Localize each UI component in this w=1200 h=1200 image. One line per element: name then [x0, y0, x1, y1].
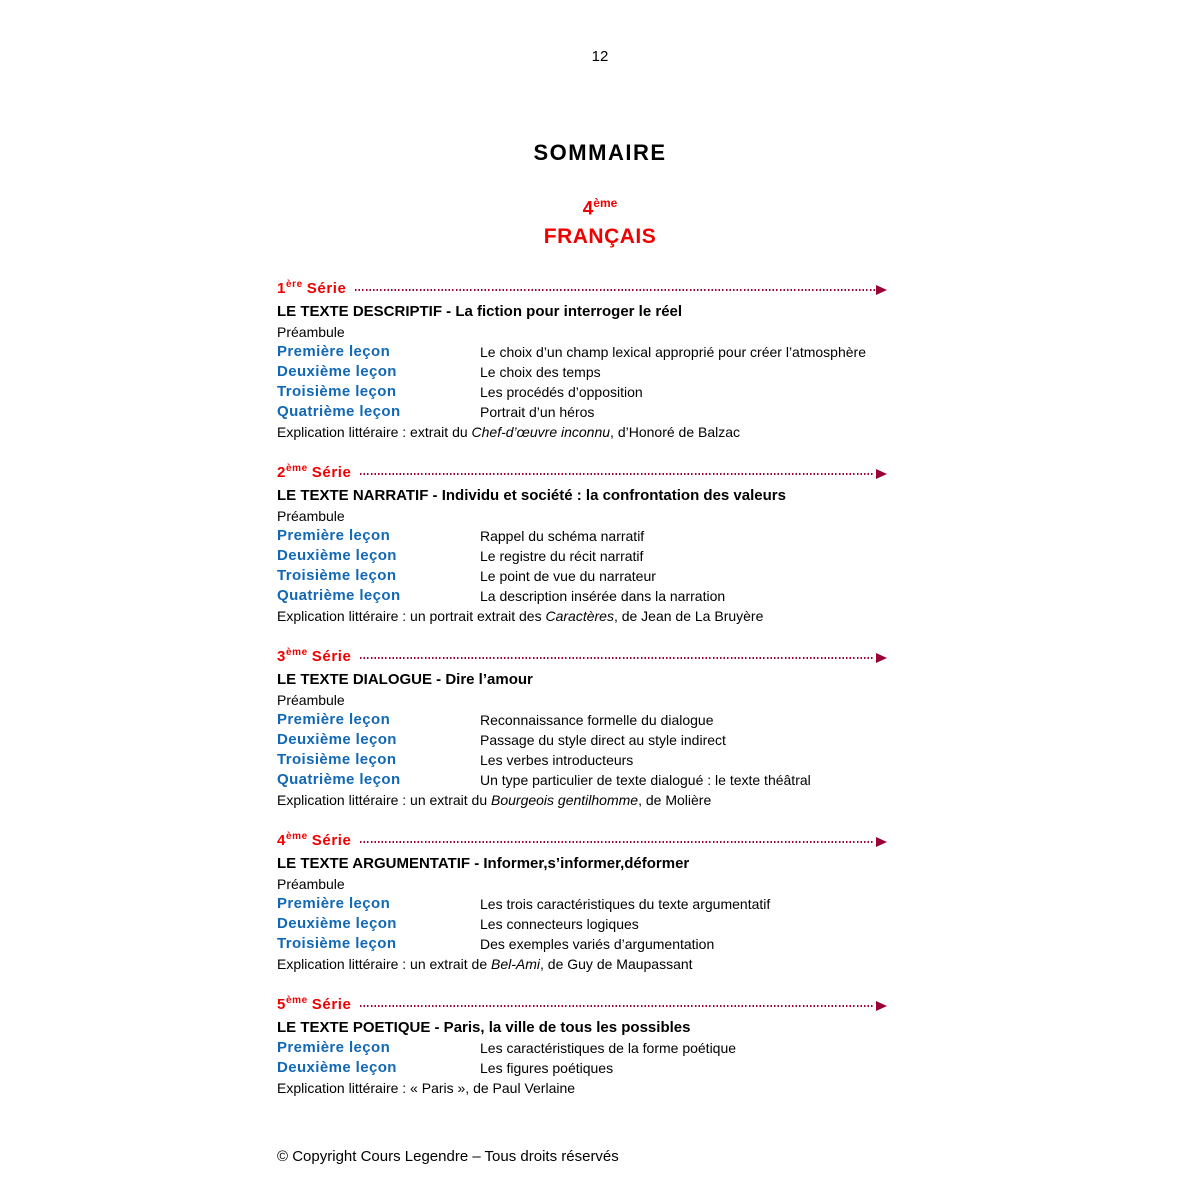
series-header: [277, 995, 887, 1013]
explication-post: , d’Honoré de Balzac: [610, 424, 741, 440]
explication-work-title: Bourgeois gentilhomme: [491, 792, 639, 808]
lesson-description: Les caractéristiques de la forme poétique: [480, 1040, 737, 1056]
lesson-row: [277, 402, 887, 422]
lesson-description: Le choix d’un champ lexical approprié pour créer l’atmosphère: [480, 344, 866, 360]
explication-line: [277, 954, 887, 974]
lesson-row: [277, 1038, 887, 1058]
arrow-right-icon: [876, 469, 887, 479]
series-label: [277, 463, 351, 481]
page-title: SOMMAIRE: [533, 140, 667, 165]
lesson-row: [277, 342, 887, 362]
explication-work-title: Bel-Ami: [491, 956, 541, 972]
lesson-row: [277, 750, 887, 770]
section-title: LE TEXTE NARRATIF - Individu et société : la confrontation des valeurs: [277, 487, 786, 504]
lesson-description: La description insérée dans la narration: [480, 588, 726, 604]
lesson-label: Première leçon: [277, 1039, 391, 1056]
grade-suffix: ème: [593, 196, 618, 210]
lesson-list: [277, 1038, 887, 1078]
series-header: [277, 831, 887, 849]
lesson-label: Première leçon: [277, 527, 391, 544]
lesson-row: [277, 914, 887, 934]
lesson-row: [277, 362, 887, 382]
lesson-row: [277, 526, 887, 546]
series-word: Série: [311, 648, 352, 665]
series-number: 4: [277, 832, 286, 849]
lesson-list: [277, 342, 887, 422]
series-number: 3: [277, 648, 286, 665]
explication-work-title: Chef-d’œuvre inconnu: [471, 424, 611, 440]
lesson-label: Deuxième leçon: [277, 731, 397, 748]
lesson-label: Première leçon: [277, 343, 391, 360]
grade-number: 4: [582, 198, 594, 220]
preambule: Préambule: [277, 876, 345, 892]
lesson-row: [277, 894, 887, 914]
series-header: [277, 279, 887, 297]
series-word: Série: [306, 280, 347, 297]
explication-pre: Explication littéraire : un extrait du: [277, 792, 491, 808]
series-suffix: ème: [285, 831, 308, 842]
lesson-description: Les procédés d’opposition: [480, 384, 643, 400]
series-section-1: [277, 279, 887, 442]
lesson-label: Troisième leçon: [277, 383, 397, 400]
lesson-label: Quatrième leçon: [277, 771, 401, 788]
lesson-list: [277, 710, 887, 790]
lesson-row: [277, 546, 887, 566]
series-suffix: ème: [285, 995, 308, 1006]
lesson-row: [277, 934, 887, 954]
lesson-label: Troisième leçon: [277, 751, 397, 768]
lesson-row: [277, 382, 887, 402]
lesson-label: Première leçon: [277, 711, 391, 728]
series-label: [277, 995, 351, 1013]
lesson-row: [277, 1058, 887, 1078]
series-number: 2: [277, 464, 286, 481]
lesson-description: Portrait d’un héros: [480, 404, 595, 420]
dotted-leader: [360, 1005, 875, 1007]
series-label: [277, 647, 351, 665]
lesson-description: Rappel du schéma narratif: [480, 528, 645, 544]
lesson-description: Des exemples variés d’argumentation: [480, 936, 715, 952]
section-title: LE TEXTE ARGUMENTATIF - Informer,s’informer,déformer: [277, 855, 690, 872]
explication-pre: Explication littéraire : extrait du: [277, 424, 472, 440]
explication-post: , de Guy de Maupassant: [540, 956, 693, 972]
lesson-row: [277, 730, 887, 750]
lesson-row: [277, 770, 887, 790]
lesson-description: Les trois caractéristiques du texte argumentatif: [480, 896, 771, 912]
explication-line: [277, 606, 887, 626]
section-title: LE TEXTE DIALOGUE - Dire l’amour: [277, 671, 533, 688]
explication-post: , de Molière: [638, 792, 712, 808]
explication-work-title: Caractères: [545, 608, 614, 624]
lesson-row: [277, 586, 887, 606]
explication-pre: Explication littéraire : « Paris », de Paul Verlaine: [277, 1080, 576, 1096]
series-suffix: ème: [285, 647, 308, 658]
lesson-row: [277, 710, 887, 730]
lesson-label: Troisième leçon: [277, 935, 397, 952]
lesson-label: Deuxième leçon: [277, 547, 397, 564]
arrow-right-icon: [876, 653, 887, 663]
lesson-list: [277, 894, 887, 954]
lesson-description: Le point de vue du narrateur: [480, 568, 656, 584]
explication-line: [277, 790, 887, 810]
lesson-description: Le registre du récit narratif: [480, 548, 644, 564]
lesson-label: Quatrième leçon: [277, 587, 401, 604]
series-section-2: [277, 463, 887, 626]
explication-pre: Explication littéraire : un portrait extrait des: [277, 608, 546, 624]
footer-copyright: © Copyright Cours Legendre – Tous droits réservés: [277, 1148, 619, 1165]
lesson-description: Le choix des temps: [480, 364, 601, 380]
lesson-label: Deuxième leçon: [277, 1059, 397, 1076]
series-suffix: ème: [285, 463, 308, 474]
series-word: Série: [311, 832, 352, 849]
series-number: 1: [277, 280, 286, 297]
page-number: 12: [591, 48, 609, 65]
series-word: Série: [311, 996, 352, 1013]
toc-content: [277, 279, 887, 1119]
grade-level: [0, 196, 1200, 220]
section-title: LE TEXTE POETIQUE - Paris, la ville de tous les possibles: [277, 1019, 691, 1036]
lesson-description: Les verbes introducteurs: [480, 752, 634, 768]
dotted-leader: [360, 657, 875, 659]
lesson-description: Passage du style direct au style indirect: [480, 732, 726, 748]
series-header: [277, 463, 887, 481]
series-label: [277, 831, 351, 849]
lesson-label: Troisième leçon: [277, 567, 397, 584]
lesson-label: Deuxième leçon: [277, 363, 397, 380]
preambule: Préambule: [277, 508, 345, 524]
lesson-row: [277, 566, 887, 586]
preambule: Préambule: [277, 324, 345, 340]
series-section-4: [277, 831, 887, 974]
subject-title: FRANÇAIS: [543, 225, 657, 248]
series-label: [277, 279, 346, 297]
series-header: [277, 647, 887, 665]
series-section-3: [277, 647, 887, 810]
lesson-description: Reconnaissance formelle du dialogue: [480, 712, 714, 728]
lesson-description: Un type particulier de texte dialogué : le texte théâtral: [480, 772, 811, 788]
series-word: Série: [311, 464, 352, 481]
series-number: 5: [277, 996, 286, 1013]
explication-pre: Explication littéraire : un extrait de: [277, 956, 491, 972]
lesson-label: Quatrième leçon: [277, 403, 401, 420]
explication-line: [277, 1078, 887, 1098]
series-suffix: ère: [285, 279, 303, 290]
section-title: LE TEXTE DESCRIPTIF - La fiction pour interroger le réel: [277, 303, 683, 320]
lesson-label: Deuxième leçon: [277, 915, 397, 932]
lesson-description: Les connecteurs logiques: [480, 916, 639, 932]
arrow-right-icon: [876, 837, 887, 847]
lesson-description: Les figures poétiques: [480, 1060, 614, 1076]
arrow-right-icon: [876, 285, 887, 295]
series-section-5: [277, 995, 887, 1098]
lesson-label: Première leçon: [277, 895, 391, 912]
preambule: Préambule: [277, 692, 345, 708]
arrow-right-icon: [876, 1001, 887, 1011]
explication-post: , de Jean de La Bruyère: [613, 608, 764, 624]
dotted-leader: [355, 289, 875, 291]
lesson-list: [277, 526, 887, 606]
dotted-leader: [360, 841, 875, 843]
explication-line: [277, 422, 887, 442]
dotted-leader: [360, 473, 875, 475]
